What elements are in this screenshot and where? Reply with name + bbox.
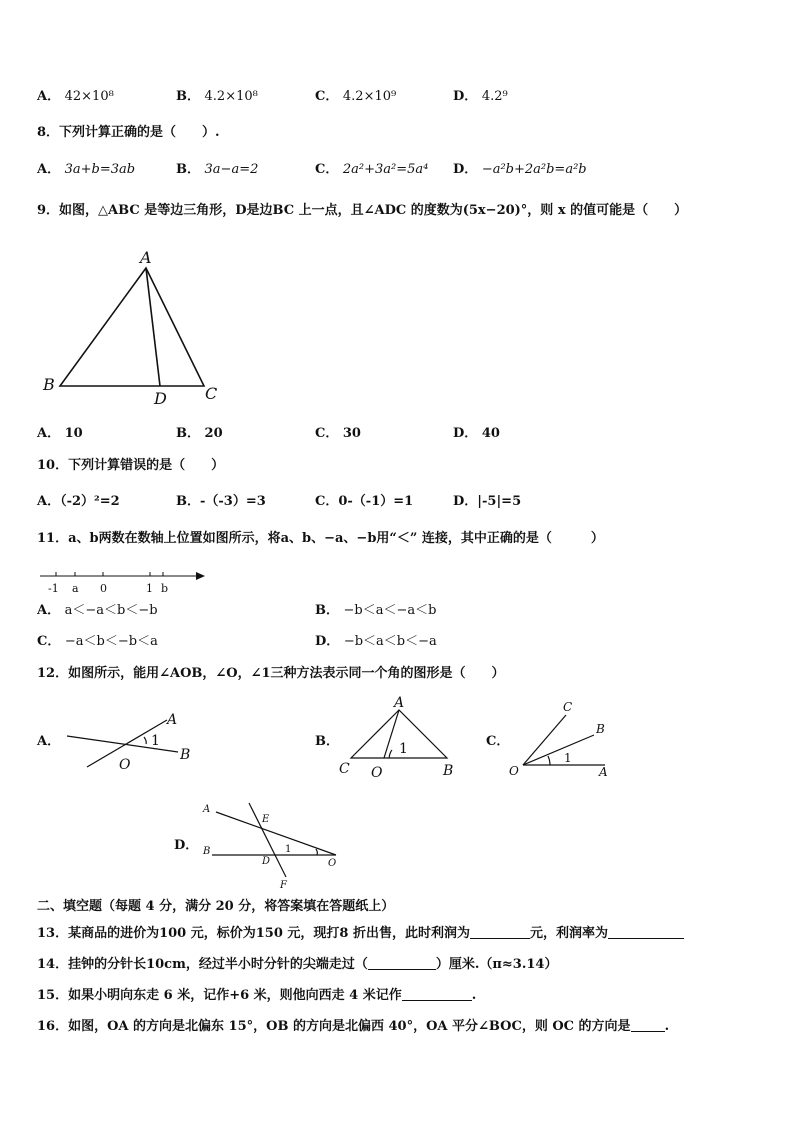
q16-blank <box>631 1019 665 1032</box>
q12-b-label-a: A <box>394 695 405 711</box>
q12-d-label-o: O <box>328 858 337 869</box>
q12-a-label-1: 1 <box>151 733 160 749</box>
q11-tick-0: 0 <box>100 582 107 595</box>
q11-tick-a: a <box>72 582 79 595</box>
q12-d-label-a: A <box>203 804 211 815</box>
q12-b-label-1: 1 <box>399 741 408 757</box>
q12-option-b-letter: B． <box>315 734 339 749</box>
q12-c-label-a: A <box>599 765 608 779</box>
q11-option-b: B． −b＜a＜−a＜b <box>315 603 437 618</box>
q13-blank-2 <box>608 926 684 939</box>
q10-option-a: A．（-2）²=2 <box>37 494 120 509</box>
q12-d-label-f: F <box>280 880 287 891</box>
q9-option-b: B． 20 <box>176 426 223 441</box>
q15-blank <box>402 988 472 1001</box>
q9-option-a: A． 10 <box>37 426 83 441</box>
q12-d-label-b: B <box>203 846 211 857</box>
q11-tick-b: b <box>161 582 169 595</box>
q11-option-c: C． −a＜b＜−b＜a <box>37 634 158 649</box>
q13: 13．某商品的进价为100 元，标价为150 元，现打8 折出售，此时利润为 元，利润率为 <box>37 926 684 942</box>
q9-option-d: D． 40 <box>453 426 500 441</box>
q12-b-label-b: B <box>443 763 454 779</box>
q11-option-d: D． −b＜a＜b＜−a <box>315 634 437 649</box>
q8-option-d: D． −a²b+2a²b=a²b <box>453 162 587 177</box>
q12-d-label-e: E <box>262 814 270 825</box>
q8-stem: 8．下列计算正确的是（ ）. <box>37 125 220 140</box>
q12-b-label-o: O <box>371 765 383 781</box>
q10-option-b: B．-（-3）=3 <box>176 494 266 509</box>
q12-c-label-o: O <box>509 764 519 778</box>
q12-d-label-1: 1 <box>285 844 292 855</box>
q15: 15．如果小明向东走 6 米，记作+6 米，则他向西走 4 米记作 . <box>37 988 477 1003</box>
q11-tick-1: 1 <box>146 582 153 595</box>
q7-option-c: C． 4.2×10⁹ <box>315 89 397 104</box>
q8-option-b: B． 3a−a=2 <box>176 162 259 177</box>
q10-option-d: D．|-5|=5 <box>453 494 522 509</box>
q12-c-label-c: C <box>563 700 573 714</box>
q8-option-c: C． 2a²+3a²=5a⁴ <box>315 162 429 177</box>
q10-stem: 10．下列计算错误的是（ ） <box>37 458 225 473</box>
q16: 16．如图，OA 的方向是北偏东 15°，OB 的方向是北偏西 40°，OA 平分∠BOC，则 OC 的方向是 . <box>37 1019 670 1034</box>
q7-option-b: B． 4.2×10⁸ <box>176 89 258 104</box>
q12-option-a-letter: A． <box>37 734 61 749</box>
q12-c-label-1: 1 <box>564 751 572 765</box>
q12-b-label-c: C <box>339 761 350 777</box>
q9-option-c: C． 30 <box>315 426 361 441</box>
q12-option-c-letter: C． <box>486 734 510 749</box>
q9-label-b: B <box>43 375 55 394</box>
q14-blank <box>368 957 436 970</box>
q12-figure-d <box>212 803 336 877</box>
q12-a-label-a: A <box>167 712 178 728</box>
q9-label-a: A <box>140 248 152 267</box>
section2-heading: 二、填空题（每题 4 分，满分 20 分，将答案填在答题纸上） <box>37 899 395 914</box>
q14: 14．挂钟的分针长10cm，经过半小时分针的尖端走过（ ）厘米.（π≈3.14） <box>37 957 558 972</box>
q12-a-label-o: O <box>119 757 131 773</box>
q7-option-d: D． 4.2⁹ <box>453 89 508 104</box>
q12-option-d-letter: D． <box>174 838 199 853</box>
q12-a-label-b: B <box>180 747 191 763</box>
q7-option-a: A． 42×10⁸ <box>37 89 114 104</box>
q9-stem: 9．如图，△ABC 是等边三角形，D是边BC 上一点，且∠ADC 的度数为(5x−20)°，则 x 的值可能是（ ） <box>37 203 688 218</box>
q12-d-label-d: D <box>262 856 271 867</box>
q8-option-a: A． 3a+b=3ab <box>37 162 136 177</box>
q11-stem: 11．a、b两数在数轴上位置如图所示，将a、b、−a、−b用“＜” 连接，其中正确的是（ ） <box>37 531 604 546</box>
q11-option-a: A． a＜−a＜b＜−b <box>37 603 158 618</box>
q9-label-d: D <box>154 389 167 408</box>
q11-tick-neg1: -1 <box>48 582 59 595</box>
q13-blank-1 <box>470 926 530 939</box>
q12-stem: 12．如图所示，能用∠AOB，∠O，∠1三种方法表示同一个角的图形是（ ） <box>37 666 505 681</box>
q12-c-label-b: B <box>596 722 605 736</box>
q9-label-c: C <box>205 384 218 403</box>
q10-option-c: C．0-（-1）=1 <box>315 494 414 509</box>
